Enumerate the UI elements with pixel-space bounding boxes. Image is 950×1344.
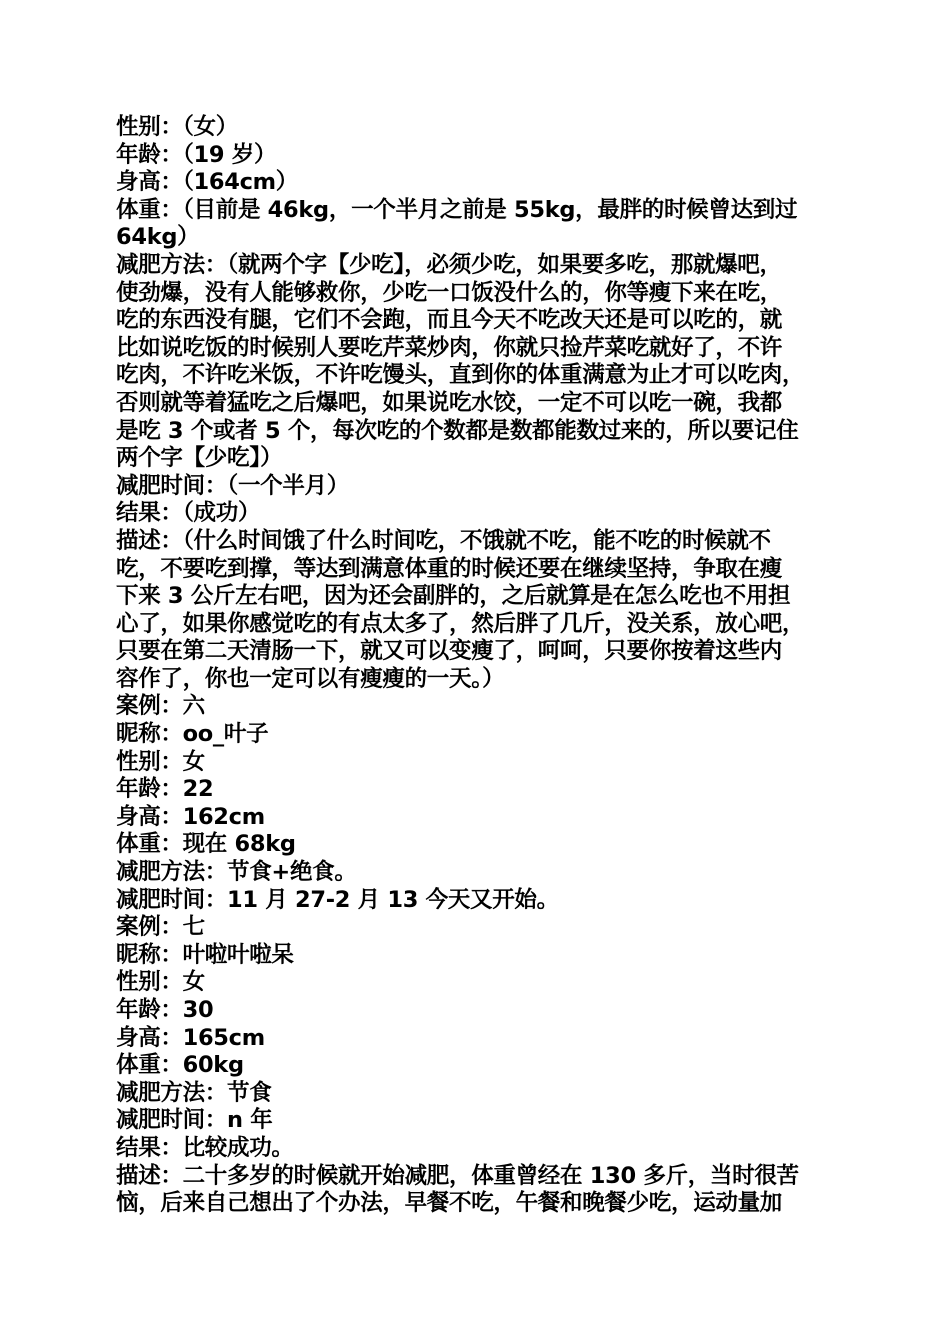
document-body — [116, 114, 846, 1218]
text-line: 身高：162cm — [116, 803, 265, 830]
text-line: 年龄：30 — [116, 997, 214, 1023]
text-line: 身高：165cm — [116, 1024, 265, 1051]
text-line: 否则就等着猛吃之后爆吧，如果说吃水饺，一定不可以吃一碗，我都 — [116, 389, 783, 416]
text-line: 体重：现在 68kg — [116, 831, 296, 858]
text-line: 比如说吃饭的时候别人要吃芹菜炒肉，你就只捡芹菜吃就好了，不许 — [116, 334, 783, 361]
text-line: 吃的东西没有腿，它们不会跑，而且今天不吃改天还是可以吃的，就 — [116, 307, 783, 334]
text-line: 恼，后来自己想出了个办法，早餐不吃，午餐和晚餐少吃，运动量加 — [116, 1190, 783, 1217]
text-line: 减肥方法：节食+绝食。 — [116, 859, 357, 886]
text-line: 减肥时间：n 年 — [116, 1107, 273, 1134]
text-line: 体重：（目前是 46kg，一个半月之前是 55kg，最胖的时候曾达到过 — [116, 196, 798, 223]
text-line: 身高：（164cm） — [116, 169, 298, 196]
text-line: 结果：（成功） — [116, 500, 261, 527]
text-line: 吃，不要吃到撑，等达到满意体重的时候还要在继续坚持，争取在瘦 — [116, 555, 783, 582]
text-line: 性别：（女） — [116, 114, 238, 140]
text-line: 案例：七 — [116, 914, 205, 941]
text-line: 减肥时间：（一个半月） — [116, 472, 349, 499]
text-line: 性别：女 — [116, 748, 205, 775]
text-line: 年龄：（19 岁） — [116, 141, 277, 168]
text-line: 两个字【少吃】） — [116, 445, 283, 472]
text-line: 减肥时间：11 月 27-2 月 13 今天又开始。 — [116, 886, 559, 913]
text-line: 使劲爆，没有人能够救你，少吃一口饭没什么的，你等瘦下来在吃， — [116, 279, 783, 306]
text-line: 减肥方法：节食 — [116, 1079, 272, 1106]
text-line: 减肥方法：（就两个字【少吃】，必须少吃，如果要多吃，那就爆吧， — [116, 251, 782, 278]
text-line: 年龄：22 — [116, 776, 214, 803]
text-line: 只要在第二天清肠一下，就又可以变瘦了，呵呵，只要你按着这些内 — [116, 638, 783, 665]
text-line: 结果：比较成功。 — [116, 1134, 294, 1161]
text-line: 体重：60kg — [116, 1052, 244, 1079]
text-line: 容作了，你也一定可以有瘦瘦的一天。） — [116, 665, 505, 692]
text-line: 案例：六 — [116, 693, 205, 720]
text-line: 下来 3 公斤左右吧，因为还会副胖的，之后就算是在怎么吃也不用担 — [116, 583, 791, 610]
text-line: 性别：女 — [116, 969, 205, 996]
text-line: 64kg） — [116, 224, 200, 251]
text-line: 心了，如果你感觉吃的有点太多了，然后胖了几斤，没关系，放心吧， — [116, 610, 805, 637]
text-line: 昵称：oo_叶子 — [116, 721, 269, 748]
text-line: 是吃 3 个或者 5 个，每次吃的个数都是数都能数过来的，所以要记住 — [116, 417, 799, 444]
text-line: 描述：二十多岁的时候就开始减肥，体重曾经在 130 多斤，当时很苦 — [116, 1162, 799, 1189]
text-line: 吃肉，不许吃米饭，不许吃馒头，直到你的体重满意为止才可以吃肉， — [116, 362, 805, 389]
text-line: 昵称：叶啦叶啦呆 — [116, 941, 294, 968]
text-line: 描述：（什么时间饿了什么时间吃，不饿就不吃，能不吃的时候就不 — [116, 527, 771, 554]
